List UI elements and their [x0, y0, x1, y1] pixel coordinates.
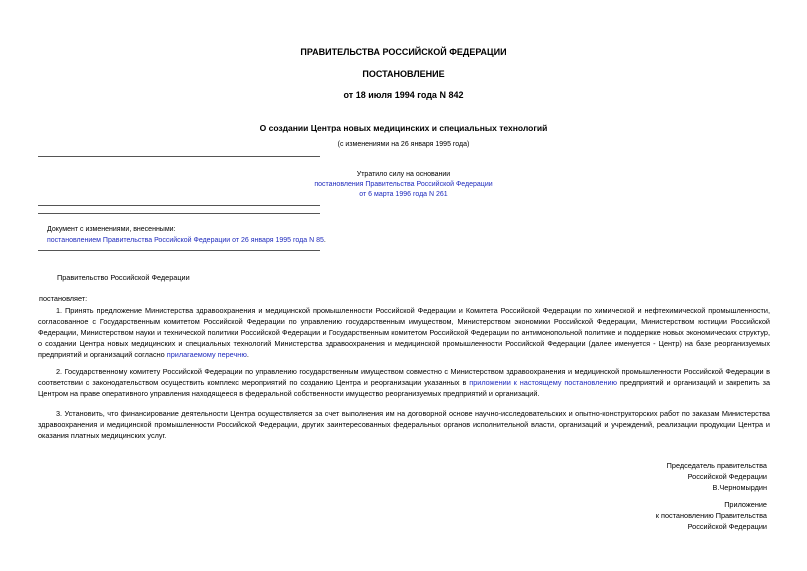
- paragraph-1-text: 1. Принять предложение Министерства здравоохранения и медицинской промышленности Российской Федерации и Комитета Российской Федерации по химической и нефтехимической промышленности, согласованное с Государственным комитетом Российской Федерации по управлению государственным имуществом, Министерством экономики Российской Федерации, Министерством юстиции Российской Федерации, Министерством науки и технической политики Российской Федерации и Государственным комитетом Российской Федерации по антимонопольной политике и поддержке новых экономических структур, о создании Центра новых медицинских и специальных технологий Министерства здравоохранения и медицинской промышленности Российской Федерации (далее именуется - Центр) на базе реорганизуемых предприятий и организаций согласно: [38, 306, 770, 359]
- changes-label: Документ с изменениями, внесенными:: [47, 226, 176, 233]
- divider: [38, 250, 320, 251]
- paragraph-1-end: .: [246, 350, 249, 359]
- repeal-link[interactable]: постановления Правительства Российской Федерации: [314, 181, 493, 188]
- appendix-reference: к постановлению Правительства: [655, 511, 767, 520]
- appendix-link[interactable]: приложении к настоящему постановлению: [469, 378, 618, 387]
- repeal-link-date[interactable]: от 6 марта 1996 года N 261: [359, 191, 448, 198]
- changes-link[interactable]: постановлением Правительства Российской Федерации от 26 января 1995 года N 85: [47, 237, 324, 244]
- signature-block: [667, 460, 767, 493]
- paragraph-3: 3. Установить, что финансирование деятельности Центра осуществляется за счет выполнения им на договорной основе научно-исследовательских и опытно-конструкторских работ по заказам Министерства здравоохранения и медицинской промышленности Российской Федерации, других заинтересованных федеральных органов исполнительной власти, организаций и учреждений, реализации продукции Центра и оказания платных медицинских услуг.: [38, 409, 770, 440]
- status-text: Утратило силу на основании: [356, 171, 451, 178]
- paragraph-1: [38, 305, 770, 360]
- document-type: ПОСТАНОВЛЕНИЕ: [362, 69, 445, 79]
- signature-name: В.Черномырдин: [712, 483, 767, 492]
- signature-country: Российской Федерации: [687, 472, 767, 481]
- paragraph-2-text: 2. Государственному комитету Российской Федерации по управлению государственным имуществом совместно с Министерством здравоохранения и медицинской промышленности Российской Федерации в соответствии с законодательством осуществить комплекс мероприятий по созданию Центра и реорганизации указанных в: [38, 367, 770, 387]
- amendment-note: (с изменениями на 26 января 1995 года): [337, 141, 470, 148]
- issuer: Правительство Российской Федерации: [57, 273, 190, 282]
- appendix-country: Российской Федерации: [687, 522, 767, 531]
- signature-position: Председатель правительства: [666, 461, 767, 470]
- list-link[interactable]: прилагаемому перечню: [166, 350, 247, 359]
- government-heading: ПРАВИТЕЛЬСТВА РОССИЙСКОЙ ФЕДЕРАЦИИ: [300, 47, 507, 57]
- paragraph-2-end: предприятий и организаций и закрепить за Центром на праве оперативного управления находящееся в федеральной собственности имущество реорганизуемых предприятий и организаций.: [38, 378, 770, 398]
- paragraph-2: [38, 366, 770, 399]
- decrees-label: постановляет:: [39, 294, 88, 303]
- appendix-block: [656, 499, 767, 532]
- appendix-label: Приложение: [724, 500, 767, 509]
- divider: [38, 213, 320, 214]
- divider: [38, 156, 320, 157]
- divider: [38, 205, 320, 206]
- document-date: от 18 июля 1994 года N 842: [343, 90, 464, 100]
- changes-suffix: .: [323, 237, 326, 244]
- changes-line: [47, 237, 326, 244]
- document-title: О создании Центра новых медицинских и специальных технологий: [259, 123, 548, 133]
